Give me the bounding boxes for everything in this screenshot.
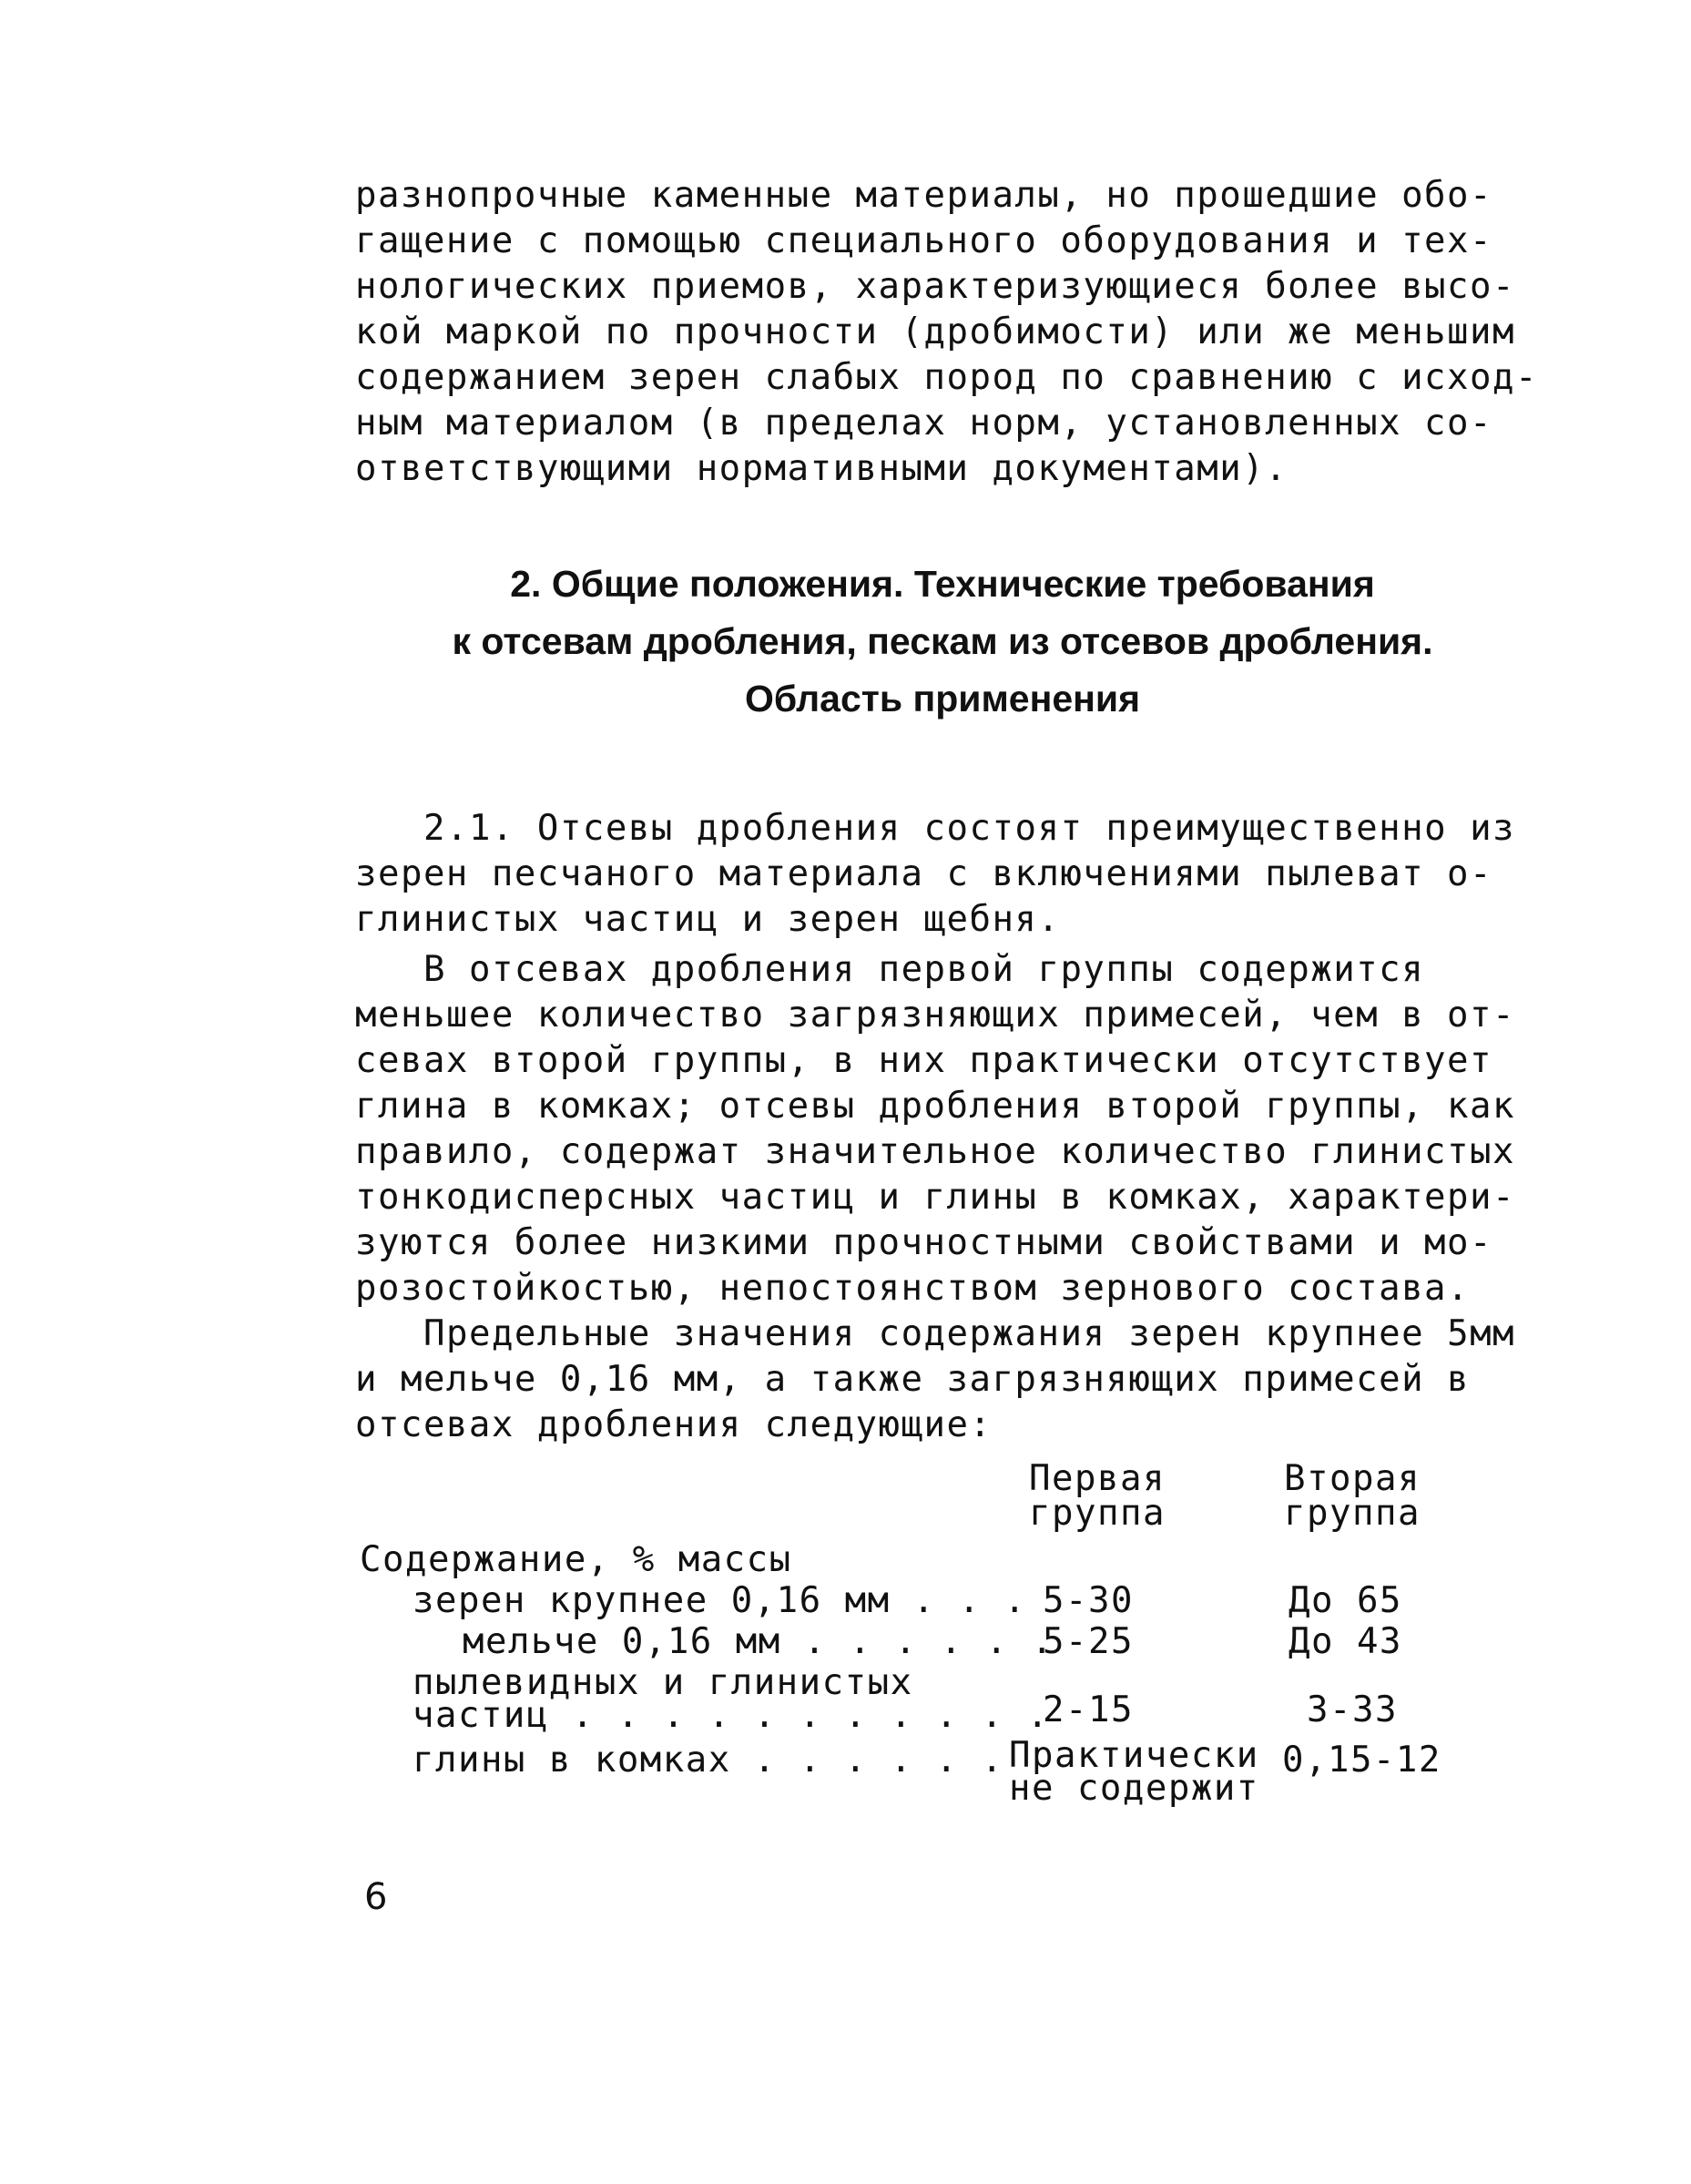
text-line: отсевах дробления следующие:	[355, 1404, 993, 1445]
text-line: правило, содержат значительное количество глинистых	[355, 1131, 1515, 1172]
text-line: зерен песчаного материала с включениями пылеват о-	[355, 853, 1492, 894]
paragraph-limits	[355, 1311, 1530, 1448]
header-line: Первая	[1029, 1458, 1166, 1499]
header-line: группа	[1029, 1493, 1166, 1534]
second-group-value: До 65	[1289, 1580, 1402, 1621]
row-label: глины в комках . . . . . .	[413, 1740, 1004, 1781]
second-group-value: 3-33	[1307, 1689, 1398, 1730]
text-line: кой маркой по прочности (дробимости) или же меньшим	[355, 311, 1515, 352]
text-line: тонкодисперсных частиц и глины в комках, характери-	[355, 1177, 1515, 1218]
text-line: гащение с помощью специального оборудования и тех-	[355, 220, 1492, 261]
second-group-value: 0,15-12	[1282, 1740, 1441, 1781]
paragraph-2-1	[355, 806, 1530, 943]
text-line: севах второй группы, в них практически отсутствует	[355, 1040, 1492, 1081]
row-label: зерен крупнее 0,16 мм . . .	[413, 1580, 1027, 1621]
row-label: мельче 0,16 мм . . . . . .	[463, 1621, 1054, 1662]
header-line: Вторая	[1284, 1458, 1421, 1499]
value-line: Практически	[1009, 1735, 1259, 1776]
text-line: 2.1. Отсевы дробления состоят преимущественно из	[423, 808, 1516, 849]
heading-line: 2. Общие положения. Технические требования	[510, 563, 1375, 605]
text-line: ответствующими нормативными документами).	[355, 448, 1289, 489]
section-heading	[355, 556, 1530, 728]
row-label-line: пылевидных и глинистых	[413, 1662, 913, 1703]
first-group-value: 2-15	[1043, 1689, 1134, 1730]
value-line: не содержит	[1009, 1768, 1259, 1809]
text-line: ным материалом (в пределах норм, установленных со-	[355, 403, 1492, 444]
second-group-value: До 43	[1289, 1621, 1402, 1662]
text-line: глина в комках; отсевы дробления второй группы, как	[355, 1086, 1515, 1127]
paragraph-groups	[355, 947, 1530, 1311]
row-label	[413, 1662, 1050, 1736]
first-group-value	[1009, 1735, 1259, 1809]
text-line: розостойкостью, непостоянством зернового состава.	[355, 1268, 1471, 1309]
page-number: 6	[364, 1876, 388, 1918]
first-group-value: 5-30	[1043, 1580, 1134, 1621]
header-line: группа	[1284, 1493, 1421, 1534]
text-line: Предельные значения содержания зерен крупнее 5мм	[423, 1313, 1516, 1354]
heading-line: к отсевам дробления, пескам из отсевов дробления.	[452, 620, 1433, 662]
text-line: содержанием зерен слабых пород по сравнению с исход-	[355, 357, 1538, 398]
text-line: и мельче 0,16 мм, а также загрязняющих примесей в	[355, 1359, 1471, 1400]
text-line: разнопрочные каменные материалы, но прошедшие обо-	[355, 175, 1492, 216]
section-label: Содержание, % массы	[360, 1539, 792, 1580]
text-line: нологических приемов, характеризующиеся более высо-	[355, 266, 1515, 307]
row-label-line: частиц . . . . . . . . . . .	[413, 1695, 1050, 1736]
text-line: меньшее количество загрязняющих примесей, чем в от-	[355, 995, 1515, 1036]
first-group-value: 5-25	[1043, 1621, 1134, 1662]
intro-paragraph	[355, 173, 1538, 492]
col-header-first-group	[1011, 1458, 1184, 1534]
text-line: глинистых частиц и зерен щебня.	[355, 899, 1061, 940]
heading-line: Область применения	[744, 678, 1141, 719]
text-line: зуются более низкими прочностными свойствами и мо-	[355, 1222, 1492, 1263]
text-line: В отсевах дробления первой группы содержится	[423, 949, 1425, 990]
col-header-second-group	[1266, 1458, 1439, 1534]
